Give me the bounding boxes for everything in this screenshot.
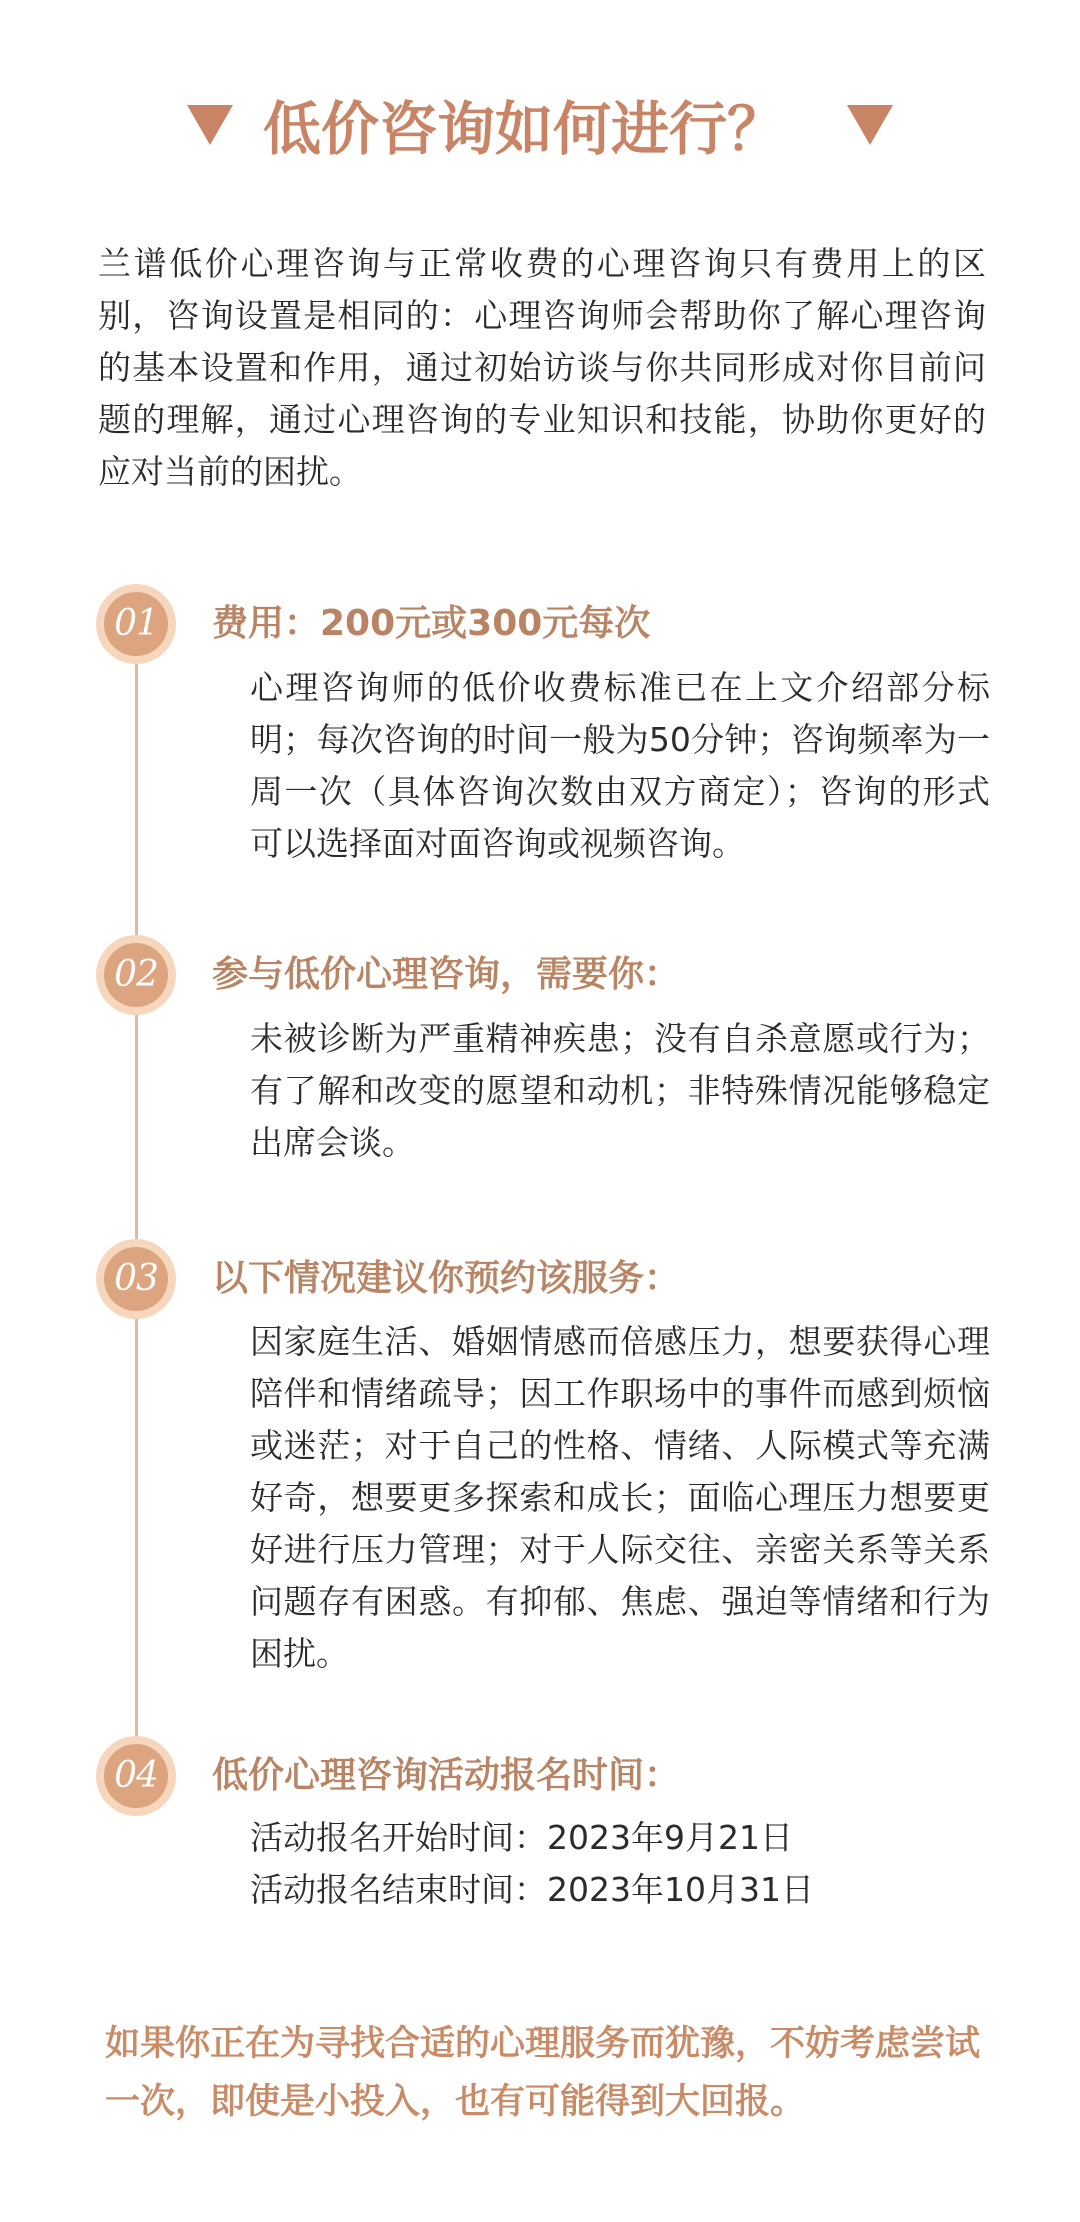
section-body-registration-time xyxy=(250,1812,990,1916)
step-number: 02 xyxy=(104,943,168,1007)
step-number: 04 xyxy=(104,1744,168,1808)
registration-start-time: 活动报名开始时间：2023年9月21日 xyxy=(250,1818,793,1857)
step-badge-03 xyxy=(96,1239,176,1319)
intro-paragraph: 兰谱低价心理咨询与正常收费的心理咨询只有费用上的区别，咨询设置是相同的：心理咨询师会帮助你了解心理咨询的基本设置和作用，通过初始访谈与你共同形成对你目前问题的理解，通过心理咨询的专业知识和技能，协助你更好的应对当前的困扰。 xyxy=(98,244,986,491)
step-number: 03 xyxy=(104,1247,168,1311)
timeline-line xyxy=(135,625,138,1775)
section-title-recommended: 以下情况建议你预约该服务： xyxy=(212,1258,681,1299)
section-title-fee: 费用：200元或300元每次 xyxy=(212,603,651,644)
triangle-down-icon xyxy=(847,105,893,145)
step-badge-04 xyxy=(96,1736,176,1816)
triangle-down-icon xyxy=(187,105,233,145)
header xyxy=(0,80,1080,170)
section-title-registration-time: 低价心理咨询活动报名时间： xyxy=(212,1755,681,1796)
registration-end-time: 活动报名结束时间：2023年10月31日 xyxy=(250,1870,814,1909)
step-number: 01 xyxy=(104,592,168,656)
section-body-requirements: 未被诊断为严重精神疾患；没有自杀意愿或行为；有了解和改变的愿望和动机；非特殊情况能够稳定出席会谈。 xyxy=(250,1019,990,1162)
step-badge-02 xyxy=(96,935,176,1015)
closing-message: 如果你正在为寻找合适的心理服务而犹豫，不妨考虑尝试一次，即使是小投入，也有可能得到大回报。 xyxy=(105,2024,981,2122)
page-title: 低价咨询如何进行？ xyxy=(262,94,785,163)
step-badge-01 xyxy=(96,584,176,664)
section-body-fee: 心理咨询师的低价收费标准已在上文介绍部分标明；每次咨询的时间一般为50分钟；咨询频率为一周一次（具体咨询次数由双方商定）；咨询的形式可以选择面对面咨询或视频咨询。 xyxy=(250,668,990,863)
section-title-requirements: 参与低价心理咨询，需要你： xyxy=(212,954,681,995)
section-body-recommended: 因家庭生活、婚姻情感而倍感压力，想要获得心理陪伴和情绪疏导；因工作职场中的事件而感到烦恼或迷茫；对于自己的性格、情绪、人际模式等充满好奇，想要更多探索和成长；面临心理压力想要更好进行压力管理；对于人际交往、亲密关系等关系问题存有困惑。有抑郁、焦虑、强迫等情绪和行为困扰。 xyxy=(250,1322,990,1673)
